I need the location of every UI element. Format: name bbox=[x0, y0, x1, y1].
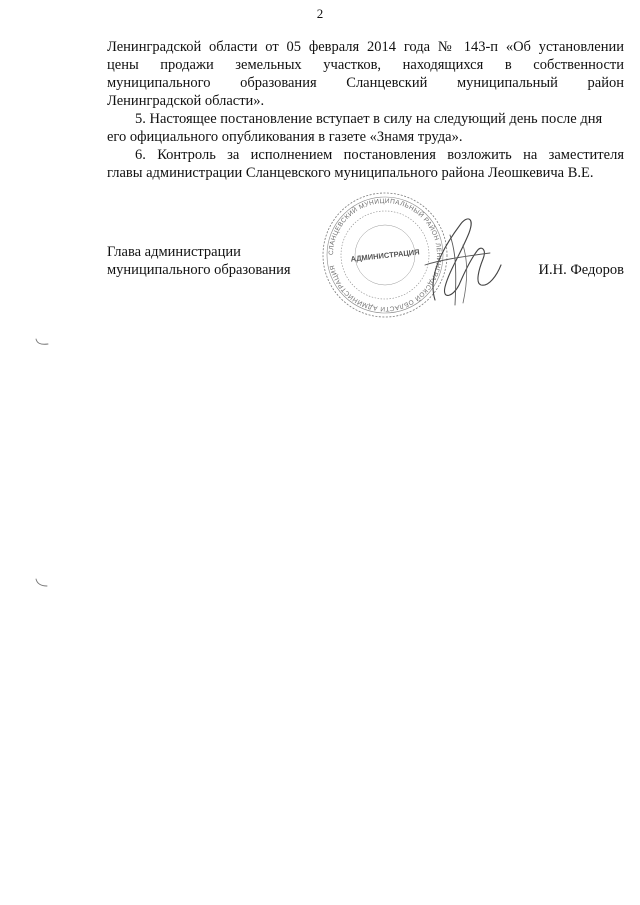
paragraph-5-line: его официального опубликования в газете «Знамя труда». bbox=[107, 129, 463, 145]
page-number: 2 bbox=[316, 6, 324, 21]
stamp-ring-text: СЛАНЦЕВСКИЙ МУНИЦИПАЛЬНЫЙ РАЙОН ЛЕНИНГРАДСКОЙ ОБЛАСТИ АДМИНИСТРАЦИЯ bbox=[327, 197, 443, 313]
signature-block bbox=[107, 243, 624, 283]
paragraph-line: Ленинградской области от 05 февраля 2014 года № 143-п «Об установлении bbox=[107, 39, 624, 55]
margin-mark-icon bbox=[34, 578, 50, 588]
paragraph-5-line: 5. Настоящее постановление вступает в силу на следующий день после дня bbox=[135, 111, 603, 127]
paragraph-line: цены продажи земельных участков, находящихся в собственности bbox=[107, 57, 624, 73]
paragraph-6-line: главы администрации Сланцевского муниципального района Леошкевича В.Е. bbox=[107, 165, 594, 181]
document-body bbox=[107, 38, 624, 182]
signatory-name: И.Н. Федоров bbox=[538, 262, 624, 278]
paragraph-6-line: 6. Контроль за исполнением постановления возложить на заместителя bbox=[135, 147, 624, 163]
paragraph-line: муниципального образования Сланцевский муниципальный район bbox=[107, 75, 624, 91]
margin-mark-icon bbox=[34, 337, 50, 347]
signatory-title-line2: муниципального образования bbox=[107, 262, 291, 278]
stamp-center-text: АДМИНИСТРАЦИЯ bbox=[350, 247, 420, 264]
signatory-title-line1: Глава администрации bbox=[107, 244, 241, 260]
paragraph-line: Ленинградской области». bbox=[107, 93, 265, 109]
